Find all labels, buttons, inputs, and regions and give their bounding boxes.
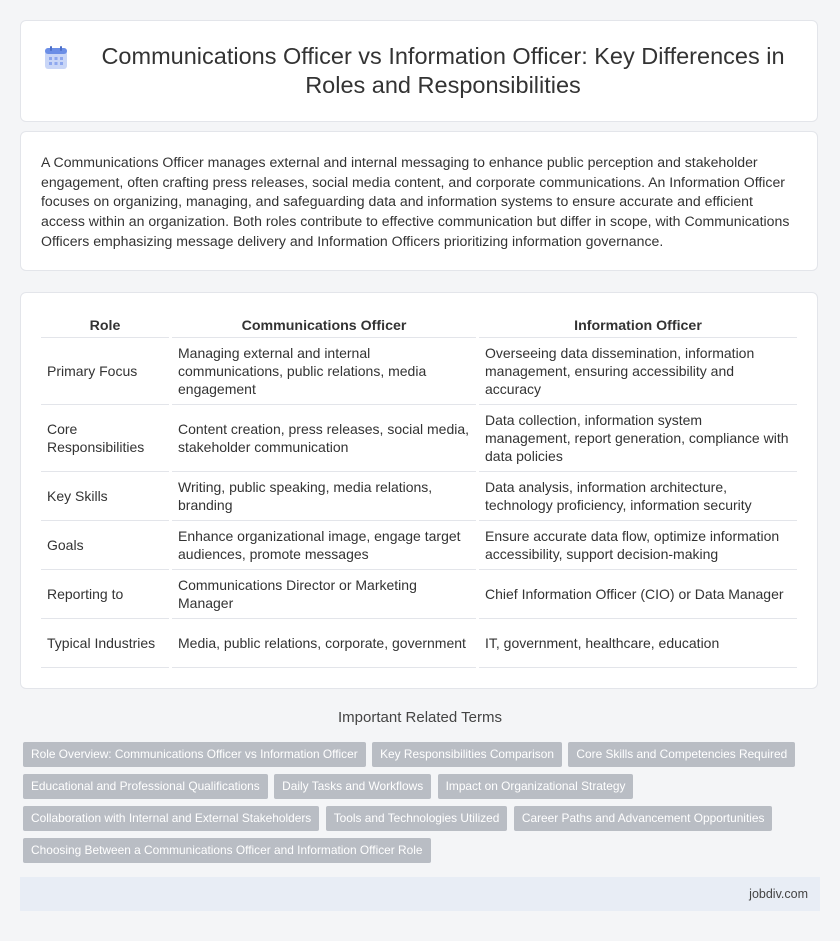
related-term-tag[interactable]: Collaboration with Internal and External Stakeholders xyxy=(23,806,319,831)
header-card xyxy=(20,20,818,122)
info-cell: Data analysis, information architecture, technology proficiency, information security xyxy=(478,472,798,521)
intro-text: A Communications Officer manages external and internal messaging to enhance public perception and stakeholder engagement, often crafting press releases, social media content, and corporate communications. An Information Officer focuses on organizing, managing, and safeguarding data and information systems to ensure accurate and efficient access within an organization. Both roles contribute to effective communication but differ in scope, with Communications Officers emphasizing message delivery and Information Officers prioritizing information governance. xyxy=(41,154,790,249)
comms-cell: Enhance organizational image, engage target audiences, promote messages xyxy=(171,521,478,570)
related-term-tag[interactable]: Core Skills and Competencies Required xyxy=(568,742,795,767)
info-cell: Ensure accurate data flow, optimize information accessibility, support decision-making xyxy=(478,521,798,570)
row-label: Core Responsibilities xyxy=(41,405,171,472)
row-label: Typical Industries xyxy=(41,619,171,668)
table-row xyxy=(41,405,797,472)
related-term-tag[interactable]: Choosing Between a Communications Officer and Information Officer Role xyxy=(23,838,431,863)
col-header-communications: Communications Officer xyxy=(171,314,478,338)
row-label: Key Skills xyxy=(41,472,171,521)
comparison-table xyxy=(41,314,797,668)
comms-cell: Media, public relations, corporate, government xyxy=(171,619,478,668)
footer xyxy=(20,877,820,911)
info-cell: IT, government, healthcare, education xyxy=(478,619,798,668)
table-row xyxy=(41,338,797,405)
comms-cell: Managing external and internal communications, public relations, media engagement xyxy=(171,338,478,405)
row-label: Reporting to xyxy=(41,570,171,619)
related-terms-title: Important Related Terms xyxy=(338,709,502,726)
related-terms-list xyxy=(23,742,813,870)
comms-cell: Content creation, press releases, social media, stakeholder communication xyxy=(171,405,478,472)
table-row xyxy=(41,570,797,619)
info-cell: Data collection, information system management, report generation, compliance with data policies xyxy=(478,405,798,472)
calendar-icon xyxy=(43,45,69,71)
col-header-role: Role xyxy=(41,314,171,338)
col-header-information: Information Officer xyxy=(478,314,798,338)
related-term-tag[interactable]: Career Paths and Advancement Opportunities xyxy=(514,806,773,831)
footer-site-link[interactable]: jobdiv.com xyxy=(749,887,808,901)
table-row xyxy=(41,521,797,570)
info-cell: Overseeing data dissemination, information management, ensuring accessibility and accuracy xyxy=(478,338,798,405)
related-term-tag[interactable]: Tools and Technologies Utilized xyxy=(326,806,508,831)
comparison-card xyxy=(20,292,818,689)
row-label: Goals xyxy=(41,521,171,570)
intro-card xyxy=(20,131,818,271)
related-term-tag[interactable]: Role Overview: Communications Officer vs Information Officer xyxy=(23,742,366,767)
related-term-tag[interactable]: Key Responsibilities Comparison xyxy=(372,742,562,767)
comms-cell: Communications Director or Marketing Manager xyxy=(171,570,478,619)
related-term-tag[interactable]: Educational and Professional Qualifications xyxy=(23,774,268,799)
related-term-tag[interactable]: Impact on Organizational Strategy xyxy=(438,774,634,799)
table-row xyxy=(41,472,797,521)
page-title: Communications Officer vs Information Officer: Key Differences in Roles and Responsibilities xyxy=(101,43,785,98)
table-header-row xyxy=(41,314,797,338)
table-row xyxy=(41,619,797,668)
row-label: Primary Focus xyxy=(41,338,171,405)
comms-cell: Writing, public speaking, media relations, branding xyxy=(171,472,478,521)
related-term-tag[interactable]: Daily Tasks and Workflows xyxy=(274,774,431,799)
info-cell: Chief Information Officer (CIO) or Data Manager xyxy=(478,570,798,619)
